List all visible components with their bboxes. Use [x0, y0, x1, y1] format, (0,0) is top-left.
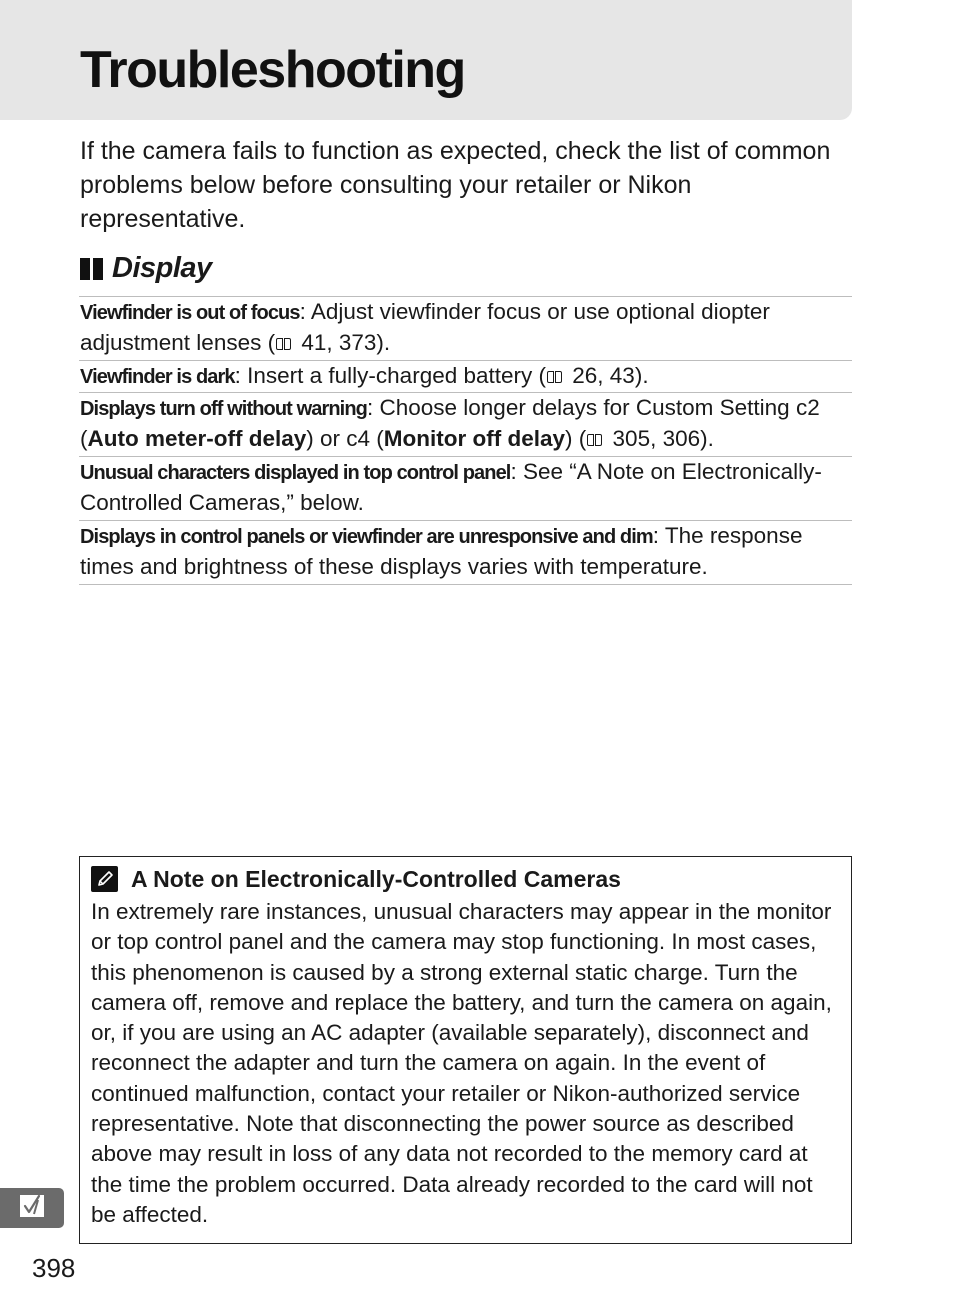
checkmark-pencil-icon — [17, 1192, 47, 1225]
item-text: : See “A Note on Electronically-Controlled Cameras,” below. — [80, 459, 822, 515]
item-text: : Choose longer delays for Custom Setting c2 ( — [80, 395, 820, 451]
item-term: Displays turn off without warning — [80, 398, 367, 420]
page-title: Troubleshooting — [80, 41, 465, 99]
item-text: ) or c4 ( — [306, 426, 384, 451]
item-term: Viewfinder is out of focus — [80, 302, 300, 324]
troubleshooting-list — [79, 296, 852, 585]
list-item — [79, 393, 852, 457]
note-box — [79, 856, 852, 1244]
item-text: : The response times and brightness of these displays varies with temperature. — [80, 523, 803, 579]
item-term: Unusual characters displayed in top control panel — [80, 462, 511, 484]
item-page-refs: 41, 373). — [295, 330, 391, 355]
list-item — [79, 457, 852, 521]
item-text: ) ( — [565, 426, 587, 451]
setting-name: Auto meter-off delay — [87, 426, 307, 451]
item-term: Viewfinder is dark — [80, 366, 235, 388]
item-page-refs: 305, 306). — [606, 426, 714, 451]
setting-name: Monitor off delay — [383, 426, 566, 451]
page-reference-icon — [587, 434, 604, 447]
note-body: In extremely rare instances, unusual characters may appear in the monitor or top control panel and the camera may stop functioning. In most cases, this phenomenon is caused by a strong external static charge. Turn the camera off, remove and replace the battery, and turn the camera on again, or, if you are using an AC adapter (available separately), disconnect and reconnect the adapter and turn the camera on again. In the event of continued malfunction, contact your retailer or Nikon-authorized service representative. Note that disconnecting the power source as described above may result in loss of any data not recorded to the memory card at the time the problem occurred. Data already recorded to the card will not be affected. — [91, 899, 832, 1227]
note-header — [91, 865, 839, 893]
item-term: Displays in control panels or viewfinder are unresponsive and dim — [80, 526, 653, 548]
list-item — [79, 297, 852, 361]
note-title: A Note on Electronically-Controlled Cameras — [131, 865, 621, 892]
page-reference-icon — [276, 338, 293, 351]
section-heading-label: Display — [112, 252, 212, 284]
page-reference-icon — [547, 371, 564, 384]
pencil-note-icon — [91, 866, 118, 892]
section-tab — [0, 1188, 64, 1228]
section-bullet-icon — [80, 258, 106, 280]
list-item — [79, 361, 852, 393]
page-number: 398 — [32, 1253, 76, 1283]
item-text: : Adjust viewfinder focus or use optional diopter adjustment lenses ( — [80, 299, 770, 355]
item-page-refs: 26, 43). — [566, 363, 649, 388]
list-item — [79, 521, 852, 585]
item-text: : Insert a fully-charged battery ( — [234, 363, 547, 388]
intro-paragraph: If the camera fails to function as expected, check the list of common problems below before consulting your retailer or Nikon representative. — [80, 137, 831, 233]
section-heading — [80, 252, 212, 285]
